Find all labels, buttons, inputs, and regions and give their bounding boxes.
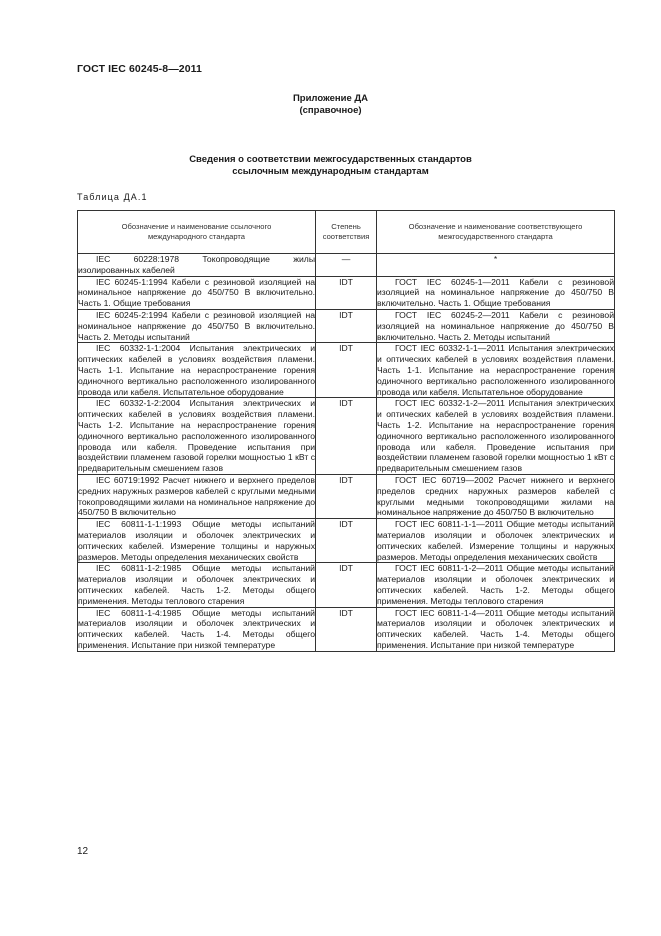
cell-international-standard: IEC 60228:1978 Токопроводящие жилы изолированных кабелей [78,254,315,275]
page-header-standard-code: ГОСТ IEC 60245-8—2011 [77,63,202,75]
cell-degree: IDT [316,607,377,651]
table-row [78,474,615,518]
cell-degree: IDT [316,398,377,475]
section-heading-line-2: ссылочным международным стандартам [232,166,429,177]
cell-international-standard: IEC 60245-2:1994 Кабели с резиновой изоляцией на номинальное напряжение до 450/750 В включительно. Часть 2. Методы испытаний [78,309,315,342]
cell-interstate-standard: * [377,254,615,277]
cell-degree: IDT [316,563,377,607]
table-row [78,563,615,607]
cell-international-standard: IEC 60332-1-1:2004 Испытания электрических и оптических кабелей в условиях воздействия пламени. Часть 1-1. Испытание на нераспространение горения одиночного вертикально расположенного изолированного провода или кабеля. Испытательное оборудование [78,343,315,397]
table-row [78,254,615,277]
correspondence-table [77,210,615,652]
section-heading-line-1: Сведения о соответствии межгосударственных стандартов [189,154,472,165]
table-caption: Таблица ДА.1 [77,192,148,202]
annex-subtitle: (справочное) [299,105,362,116]
table-row [78,309,615,342]
cell-interstate-standard: ГОСТ IEC 60811-1-4—2011 Общие методы испытаний материалов изоляции и оболочек электрических и оптических кабелей. Часть 1-4. Методы общего применения. Испытание при низкой температуре [377,607,614,650]
cell-degree: IDT [316,309,377,342]
table-row [78,343,615,398]
cell-international-standard: IEC 60811-1-2:1985 Общие методы испытаний материалов изоляции и оболочек электрических и оптических кабелей. Часть 1-2. Методы общего применения. Методы теплового старения [78,563,315,606]
column-header-international: Обозначение и наименование ссылочного международного стандарта [78,211,316,254]
cell-interstate-standard: ГОСТ IEC 60332-1-1—2011 Испытания электрических и оптических кабелей в условиях воздействия пламени. Часть 1-1. Испытание на нераспространение горения одиночного вертикально расположенного изолированного провода или кабеля. Испытательное оборудование [377,343,614,397]
cell-international-standard: IEC 60245-1:1994 Кабели с резиновой изоляцией на номинальное напряжение до 450/750 В включительно. Часть 1. Общие требования [78,276,315,309]
cell-degree: — [316,254,377,277]
column-header-degree: Степень соответствия [316,211,377,254]
column-header-interstate: Обозначение и наименование соответствующего межгосударственного стандарта [377,211,615,254]
cell-degree: IDT [316,474,377,518]
section-heading [0,154,661,178]
cell-interstate-standard: ГОСТ IEC 60245-2—2011 Кабели с резиновой изоляцией на номинальное напряжение до 450/750 В включительно. Часть 2. Методы испытаний [377,309,614,342]
cell-international-standard: IEC 60332-1-2:2004 Испытания электрических и оптических кабелей в условиях воздействия пламени. Часть 1-2. Испытание на нераспространение горения одиночного вертикально расположенного изолированного провода или кабеля. Проведение испытания при воздействии пламенем газовой горелки мощностью 1 кВт с предварительным смешением газов [78,398,315,474]
cell-interstate-standard: ГОСТ IEC 60332-1-2—2011 Испытания электрических и оптических кабелей в условиях воздействия пламени. Часть 1-2. Испытание на нераспространение горения одиночного вертикально расположенного изолированного провода или кабеля. Проведение испытания при воздействии пламенем газовой горелки мощностью 1 кВт с предварительным смешением газов [377,398,614,474]
table-header-row [78,211,615,254]
table-row [78,607,615,651]
annex-block [0,93,661,117]
table-row [78,519,615,563]
cell-international-standard: IEC 60811-1-1:1993 Общие методы испытаний материалов изоляции и оболочек электрических и оптических кабелей. Измерение толщины и наружных размеров. Методы определения механических свойств [78,519,315,562]
page-number: 12 [77,846,89,857]
cell-interstate-standard: ГОСТ IEC 60811-1-1—2011 Общие методы испытаний материалов изоляции и оболочек электрических и оптических кабелей. Измерение толщины и наружных размеров. Методы определения механических свойств [377,519,614,562]
cell-interstate-standard: ГОСТ IEC 60719—2002 Расчет нижнего и верхнего пределов средних наружных размеров кабелей с круглыми медными токопроводящими жилами на номинальное напряжение до 450/750 В включительно [377,474,614,518]
annex-title: Приложение ДА [292,93,369,104]
cell-international-standard: IEC 60719:1992 Расчет нижнего и верхнего пределов средних наружных размеров кабелей с круглыми медными токопроводящими жилами на номинальное напряжение до 450/750 В включительно [78,474,316,518]
cell-international-standard: IEC 60811-1-4:1985 Общие методы испытаний материалов изоляции и оболочек электрических и оптических кабелей. Часть 1-4. Методы общего применения. Испытание при низкой температуре [78,607,315,650]
cell-degree: IDT [316,519,377,563]
cell-interstate-standard: ГОСТ IEC 60245-1—2011 Кабели с резиновой изоляцией на номинальное напряжение до 450/750 В включительно. Часть 1. Общие требования [377,276,614,309]
cell-degree: IDT [316,343,377,398]
table-row [78,276,615,309]
cell-degree: IDT [316,276,377,309]
cell-interstate-standard: ГОСТ IEC 60811-1-2—2011 Общие методы испытаний материалов изоляции и оболочек электрических и оптических кабелей. Часть 1-2. Методы общего применения. Методы теплового старения [377,563,614,606]
table-row [78,398,615,475]
